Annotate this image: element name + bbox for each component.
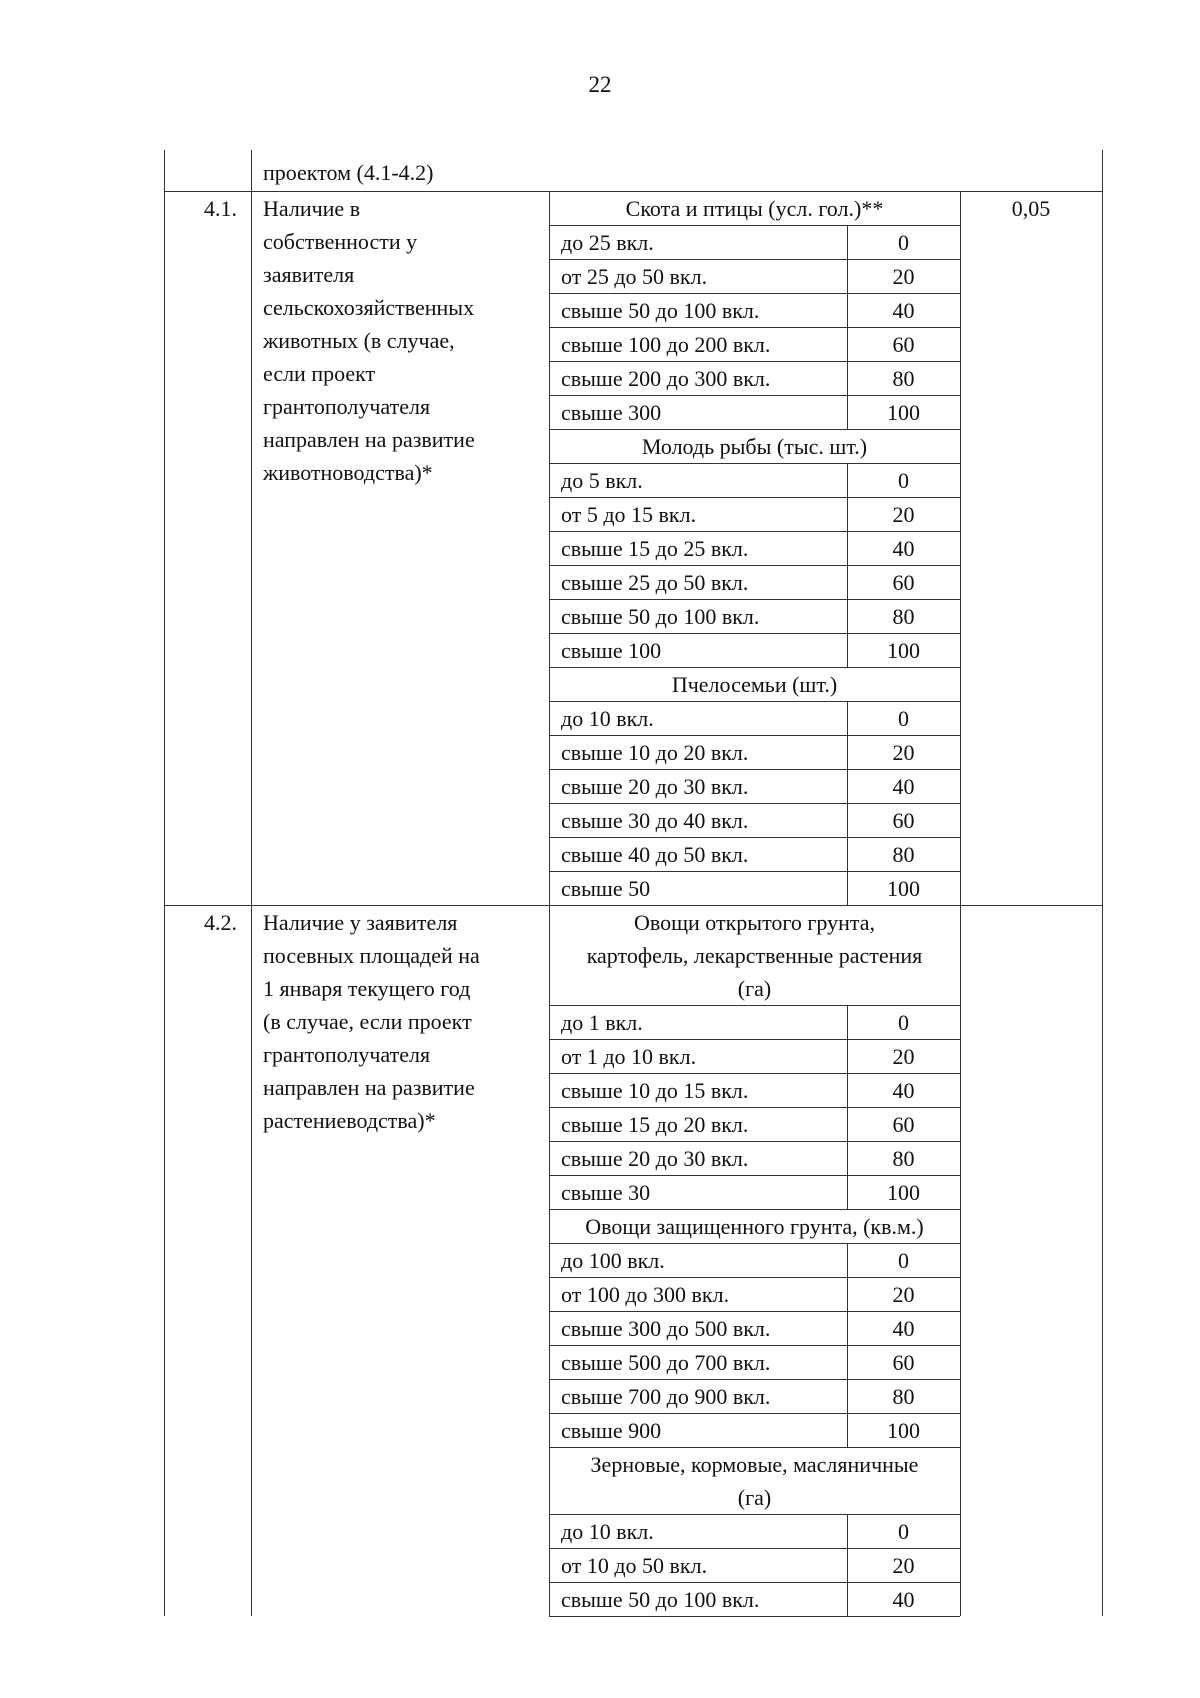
score-value: 40 bbox=[892, 298, 915, 323]
score-value: 60 bbox=[892, 1350, 915, 1375]
criterion-text: 1 января текущего год bbox=[263, 976, 471, 1001]
column-divider bbox=[847, 463, 848, 667]
score-value: 80 bbox=[892, 604, 915, 629]
table-right-border bbox=[1102, 191, 1103, 905]
score-value: 40 bbox=[892, 774, 915, 799]
criterion-text: собственности у bbox=[263, 229, 418, 254]
group-heading: картофель, лекарственные растения bbox=[586, 943, 923, 968]
criteria-table bbox=[164, 158, 1102, 1648]
column-divider bbox=[847, 1243, 848, 1447]
criterion-text: сельскохозяйственных bbox=[263, 295, 475, 320]
criterion-number: 4.1. bbox=[204, 196, 237, 221]
score-value: 40 bbox=[892, 1316, 915, 1341]
column-divider bbox=[960, 905, 961, 1616]
table-right-border bbox=[1102, 150, 1103, 191]
criterion-text: Наличие в bbox=[263, 196, 361, 221]
column-divider bbox=[847, 1005, 848, 1209]
range-label: свыше 300 до 500 вкл. bbox=[561, 1316, 771, 1341]
continuation-text: проектом (4.1-4.2) bbox=[263, 160, 434, 185]
criterion-text: растениеводства)* bbox=[263, 1108, 436, 1133]
criterion-text: грантополучателя bbox=[263, 394, 431, 419]
table-border bbox=[251, 150, 252, 191]
score-value: 80 bbox=[892, 1146, 915, 1171]
range-label: до 10 вкл. bbox=[561, 1519, 654, 1544]
score-value: 40 bbox=[892, 1587, 915, 1612]
range-label: свыше 10 до 15 вкл. bbox=[561, 1078, 749, 1103]
score-value: 80 bbox=[892, 366, 915, 391]
score-value: 0 bbox=[898, 1010, 909, 1035]
table-left-border bbox=[164, 150, 165, 191]
range-label: от 5 до 15 вкл. bbox=[561, 502, 697, 527]
criterion-text: заявителя bbox=[263, 262, 355, 287]
score-value: 80 bbox=[892, 842, 915, 867]
table-left-border bbox=[164, 905, 165, 1616]
score-value: 60 bbox=[892, 570, 915, 595]
range-label: свыше 300 bbox=[561, 400, 662, 425]
range-label: от 1 до 10 вкл. bbox=[561, 1044, 697, 1069]
score-value: 0 bbox=[898, 706, 909, 731]
column-divider bbox=[549, 905, 550, 1616]
row-divider bbox=[549, 1616, 960, 1617]
range-label: свыше 20 до 30 вкл. bbox=[561, 774, 749, 799]
column-divider bbox=[251, 905, 252, 1616]
group-heading: Зерновые, кормовые, масляничные bbox=[590, 1452, 919, 1477]
range-label: свыше 15 до 20 вкл. bbox=[561, 1112, 749, 1137]
column-divider bbox=[847, 225, 848, 429]
score-value: 20 bbox=[892, 502, 915, 527]
range-label: свыше 30 bbox=[561, 1180, 651, 1205]
group-heading: (га) bbox=[737, 976, 772, 1001]
criterion-number: 4.2. bbox=[204, 910, 237, 935]
score-value: 20 bbox=[892, 1044, 915, 1069]
page-number: 22 bbox=[588, 72, 612, 97]
score-value: 60 bbox=[892, 332, 915, 357]
range-label: от 10 до 50 вкл. bbox=[561, 1553, 708, 1578]
table-left-border bbox=[164, 191, 165, 905]
score-value: 20 bbox=[892, 1282, 915, 1307]
column-divider bbox=[960, 191, 961, 905]
range-label: свыше 40 до 50 вкл. bbox=[561, 842, 749, 867]
score-value: 100 bbox=[887, 876, 920, 901]
criterion-text: направлен на развитие bbox=[263, 427, 475, 452]
criterion-text: животных (в случае, bbox=[263, 328, 455, 353]
range-label: свыше 900 bbox=[561, 1418, 662, 1443]
score-value: 0 bbox=[898, 468, 909, 493]
criterion-weight: 0,05 bbox=[1011, 196, 1051, 221]
criterion-text: животноводства)* bbox=[263, 460, 433, 485]
score-value: 80 bbox=[892, 1384, 915, 1409]
group-heading: Овощи защищенного грунта, (кв.м.) bbox=[585, 1214, 924, 1239]
score-value: 20 bbox=[892, 740, 915, 765]
criterion-text: Наличие у заявителя bbox=[263, 910, 458, 935]
column-divider bbox=[549, 191, 550, 905]
score-value: 40 bbox=[892, 1078, 915, 1103]
range-label: свыше 100 до 200 вкл. bbox=[561, 332, 771, 357]
range-label: свыше 20 до 30 вкл. bbox=[561, 1146, 749, 1171]
range-label: до 5 вкл. bbox=[561, 468, 643, 493]
score-value: 0 bbox=[898, 1519, 909, 1544]
criterion-text: направлен на развитие bbox=[263, 1075, 475, 1100]
range-label: свыше 50 до 100 вкл. bbox=[561, 298, 760, 323]
criterion-text: если проект bbox=[263, 361, 376, 386]
range-label: свыше 10 до 20 вкл. bbox=[561, 740, 749, 765]
group-heading: Молодь рыбы (тыс. шт.) bbox=[641, 434, 868, 459]
group-heading: Овощи открытого грунта, bbox=[633, 910, 876, 935]
score-value: 60 bbox=[892, 1112, 915, 1137]
range-label: свыше 200 до 300 вкл. bbox=[561, 366, 771, 391]
column-divider bbox=[847, 1514, 848, 1616]
range-label: свыше 500 до 700 вкл. bbox=[561, 1350, 771, 1375]
criterion-text: (в случае, если проект bbox=[263, 1009, 472, 1034]
range-label: свыше 50 до 100 вкл. bbox=[561, 604, 760, 629]
column-divider bbox=[251, 191, 252, 905]
score-value: 20 bbox=[892, 1553, 915, 1578]
column-divider bbox=[847, 701, 848, 905]
range-label: от 25 до 50 вкл. bbox=[561, 264, 708, 289]
score-value: 100 bbox=[887, 638, 920, 663]
range-label: свыше 30 до 40 вкл. bbox=[561, 808, 749, 833]
score-value: 0 bbox=[898, 230, 909, 255]
score-value: 100 bbox=[887, 1180, 920, 1205]
group-heading: (га) bbox=[737, 1485, 772, 1510]
score-value: 0 bbox=[898, 1248, 909, 1273]
score-value: 100 bbox=[887, 1418, 920, 1443]
score-value: 100 bbox=[887, 400, 920, 425]
range-label: свыше 50 до 100 вкл. bbox=[561, 1587, 760, 1612]
criterion-text: посевных площадей на bbox=[263, 943, 480, 968]
range-label: до 25 вкл. bbox=[561, 230, 654, 255]
range-label: свыше 100 bbox=[561, 638, 662, 663]
range-label: от 100 до 300 вкл. bbox=[561, 1282, 730, 1307]
table-right-border bbox=[1102, 905, 1103, 1616]
range-label: свыше 25 до 50 вкл. bbox=[561, 570, 749, 595]
range-label: свыше 15 до 25 вкл. bbox=[561, 536, 749, 561]
range-label: до 100 вкл. bbox=[561, 1248, 665, 1273]
criterion-text: грантополучателя bbox=[263, 1042, 431, 1067]
group-heading: Скота и птицы (усл. гол.)** bbox=[625, 196, 884, 221]
score-value: 60 bbox=[892, 808, 915, 833]
range-label: до 10 вкл. bbox=[561, 706, 654, 731]
range-label: свыше 50 bbox=[561, 876, 651, 901]
range-label: свыше 700 до 900 вкл. bbox=[561, 1384, 771, 1409]
score-value: 40 bbox=[892, 536, 915, 561]
score-value: 20 bbox=[892, 264, 915, 289]
range-label: до 1 вкл. bbox=[561, 1010, 643, 1035]
group-heading: Пчелосемьи (шт.) bbox=[671, 672, 838, 697]
